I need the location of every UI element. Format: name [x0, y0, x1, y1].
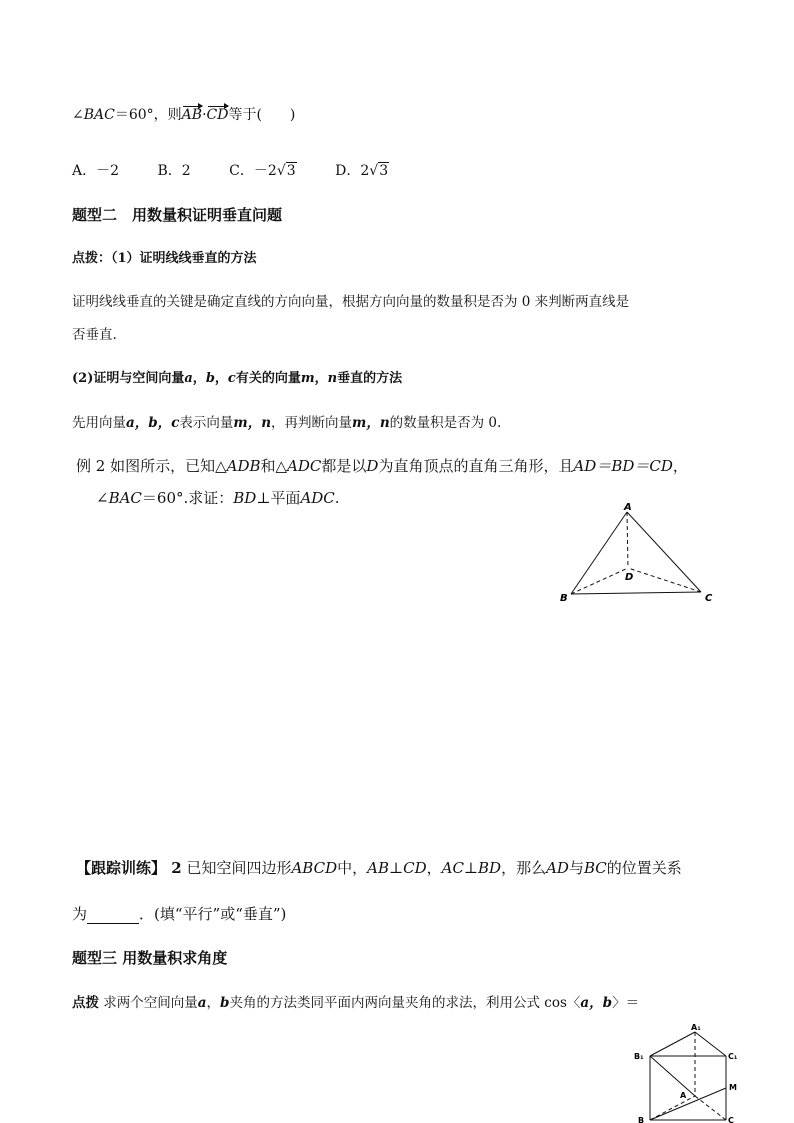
edge-b-a	[650, 1096, 695, 1120]
prism-figure	[630, 1022, 740, 1123]
section2-tip1: 点拨：（1）证明线线垂直的方法	[72, 251, 257, 266]
tracking-text-b: 中，	[337, 859, 368, 877]
option-a	[72, 163, 119, 179]
vertex-c1-label: C₁	[728, 1052, 738, 1061]
option-c: C．－2√3	[229, 163, 296, 179]
body2-part-a: 先用向量	[72, 415, 126, 431]
vertex-b1-label: B₁	[634, 1052, 644, 1061]
ex2-plane-adc: ADC	[300, 489, 335, 507]
tracking-text-d: ，那么	[501, 859, 547, 877]
segment-b1-m	[650, 1056, 695, 1096]
answer-blank[interactable]	[87, 909, 139, 924]
body2-part-c: ，再判断向量	[271, 415, 353, 431]
option-c-value: －2	[253, 163, 277, 179]
edge-a1-c1	[695, 1032, 726, 1056]
prev-tail: 等于( )	[228, 107, 296, 123]
option-d-value: 2	[360, 163, 370, 179]
tracking-text-g: 为	[72, 905, 88, 923]
dot-sign: ·	[202, 107, 207, 123]
ex2-period: .	[334, 489, 340, 507]
tracking-cond1: AB⊥CD	[367, 859, 427, 877]
tip2-var-a: a	[184, 371, 193, 386]
vertex-a1-label: A₁	[691, 1023, 701, 1032]
ex2-text-c: 都是以	[321, 457, 367, 475]
section2-tip2	[72, 367, 402, 386]
vector-cd: CD	[206, 107, 229, 123]
angle-bac: ∠BAC	[72, 107, 115, 123]
tracking-text-e: 与	[568, 859, 584, 877]
body2-part-b: 表示向量	[179, 415, 234, 431]
tracking-text-h: ．(填“平行”或“垂直”)	[139, 905, 287, 923]
tip2-sep3: ，	[314, 371, 328, 386]
tip2-prefix: (2)证明与空间向量	[72, 371, 185, 386]
tip2-sep1: ，	[192, 371, 206, 386]
section3-tip-b: ，	[206, 995, 221, 1011]
section2-body1-line1: 证明线线垂直的关键是确定直线的方向向量，根据方向向量的数量积是否为 0 来判断两直线是	[72, 294, 630, 310]
tip2-sep2: ，	[214, 371, 228, 386]
tracking-text-a: 已知空间四边形	[186, 859, 292, 877]
vertex-b-label: B	[560, 593, 568, 604]
body2-vars-mn-2: m，n	[352, 415, 390, 431]
vertex-c-label: C	[728, 1116, 734, 1123]
option-b-label: B．	[157, 163, 182, 179]
point-m-label: M	[729, 1083, 737, 1092]
tip2-var-n: n	[327, 371, 338, 386]
vertex-b-label: B	[638, 1116, 645, 1123]
section2-title: 题型二 用数量积证明垂直问题	[72, 206, 283, 224]
tracking-text-f: 的位置关系	[606, 859, 682, 877]
vector-ab: AB	[181, 107, 203, 123]
ex2-text-g: ＝60°.求证：	[141, 489, 234, 507]
option-b	[158, 163, 191, 179]
section3-title: 题型三 用数量积求角度	[72, 949, 228, 967]
tracking-label: 【跟踪训练】 2	[76, 859, 182, 877]
prev-eq: ＝60°，则	[114, 107, 182, 123]
answer-options	[72, 160, 389, 180]
ex2-point-d: D	[366, 457, 379, 475]
ex2-text-h: ⊥平面	[256, 489, 301, 507]
ex2-tri-adb: ADB	[226, 457, 261, 475]
tracking-bc: BC	[583, 859, 607, 877]
ex2-text-f: ，	[672, 457, 688, 475]
section3-var-b: b	[220, 995, 230, 1011]
edge-bc	[571, 592, 701, 594]
option-d-label: D．	[335, 163, 361, 179]
vertex-c-label: C	[705, 593, 713, 604]
ex2-equality: AD＝BD＝CD	[573, 457, 673, 475]
ex2-angle: ∠BAC	[96, 489, 142, 507]
tracking-line1	[76, 857, 682, 878]
section3-tip-c: 夹角的方法类同平面内两向量夹角的求法，利用公式 cos〈	[229, 995, 581, 1011]
tracking-text-c: ，	[426, 859, 442, 877]
example2-line1	[76, 455, 688, 476]
ex2-text-b: 和△	[260, 457, 288, 475]
section2-body1-line2: 否垂直.	[72, 327, 117, 343]
ex2-line-bd: BD	[233, 489, 257, 507]
section3-var-a: a	[197, 995, 207, 1011]
option-c-radicand: 3	[286, 163, 296, 179]
edge-ad	[627, 512, 628, 568]
option-d: D．2√3	[335, 163, 389, 179]
tracking-line2	[72, 903, 286, 924]
ex2-text-e: 为直角顶点的直角三角形，且	[378, 457, 574, 475]
tracking-ad: AD	[546, 859, 569, 877]
tip2-var-b: b	[205, 371, 215, 386]
section3-tip-e: 〉＝	[612, 995, 640, 1011]
option-a-label: A．	[72, 163, 97, 179]
option-c-label: C．	[229, 163, 254, 179]
tip2-var-m: m	[300, 371, 315, 386]
segment-b-m	[650, 1088, 726, 1120]
tracking-abcd: ABCD	[291, 859, 338, 877]
vertex-a-label: A	[624, 502, 632, 513]
body2-part-d: 的数量积是否为 0.	[389, 415, 502, 431]
section2-body2	[72, 411, 501, 431]
prev-question-stem	[72, 104, 295, 124]
vertex-a-label: A	[680, 1091, 687, 1100]
option-b-value: 2	[181, 163, 191, 179]
tracking-cond2: AC⊥BD	[441, 859, 502, 877]
section3-tip-a: 求两个空间向量	[103, 995, 198, 1011]
body2-vars-abc: a，b，c	[126, 415, 180, 431]
edge-b1-a1	[650, 1032, 695, 1056]
vertex-d-label: D	[625, 572, 634, 583]
tip2-var-c: c	[227, 371, 236, 386]
tip2-end: 垂直的方法	[337, 371, 403, 386]
example2-line2	[96, 487, 340, 508]
tip2-mid: 有关的向量	[235, 371, 301, 386]
section3-tip-label: 点拨	[72, 995, 99, 1011]
ex2-tri-adc: ADC	[287, 457, 322, 475]
tetrahedron-figure	[555, 500, 725, 610]
section3-tip	[72, 991, 639, 1011]
section3-tip-ab: a，b	[580, 995, 613, 1011]
body2-vars-mn: m，n	[233, 415, 272, 431]
option-a-value: －2	[96, 163, 120, 179]
option-d-radicand: 3	[379, 163, 389, 179]
ex2-text-a: 例 2 如图所示，已知△	[76, 457, 227, 475]
